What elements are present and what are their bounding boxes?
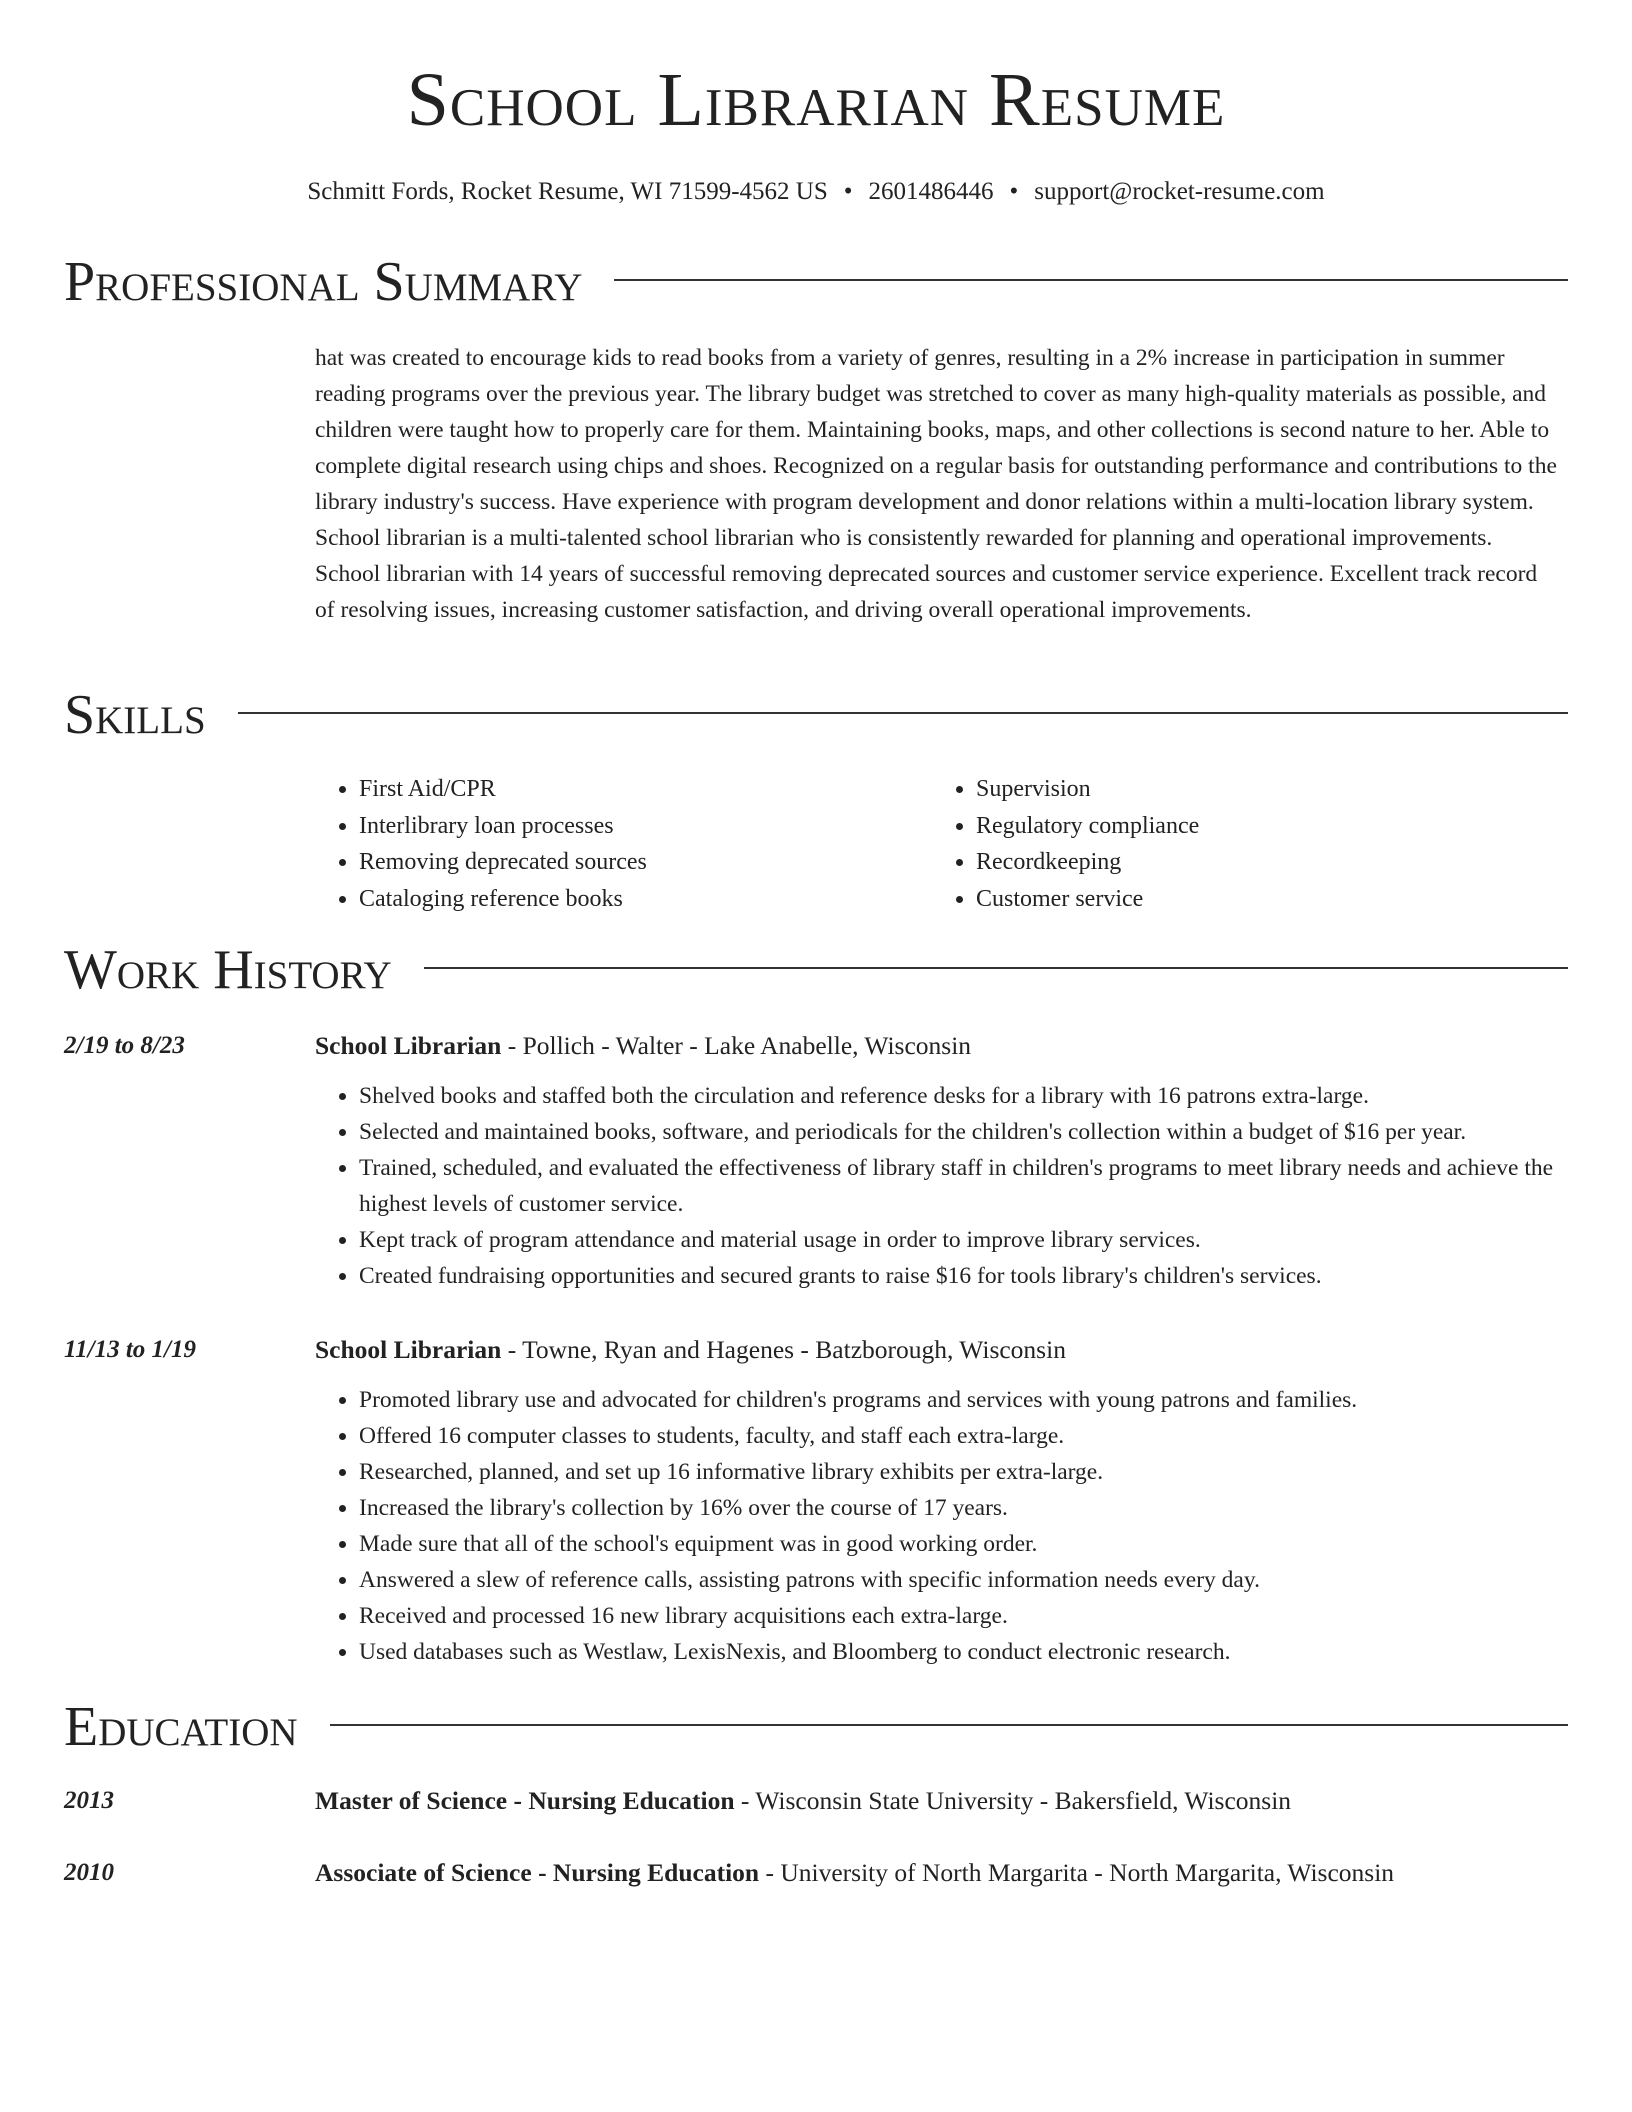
- education-heading: Education: [64, 1696, 298, 1758]
- work-section-header: [64, 940, 1568, 1002]
- education-degree: Associate of Science - Nursing Education: [315, 1858, 760, 1887]
- education-school: - University of North Margarita - North Margarita, Wisconsin: [759, 1858, 1395, 1887]
- job-bullet: • Selected and maintained books, software, and periodicals for the children's collection within a budget of $16 per year.: [359, 1114, 1558, 1150]
- work-heading: Work History: [64, 939, 392, 1001]
- education-entry: [64, 1783, 1558, 1819]
- job-bullet: • Increased the library's collection by 16% over the course of 17 years.: [359, 1490, 1558, 1526]
- contact-line: [0, 174, 1632, 210]
- job-bullet: • Offered 16 computer classes to students, faculty, and staff each extra-large.: [359, 1418, 1558, 1454]
- job-dates: 11/13 to 1/19: [64, 1336, 196, 1363]
- skills-column-right: [932, 771, 1549, 917]
- job-employer: - Pollich - Walter - Lake Anabelle, Wisconsin: [501, 1031, 972, 1060]
- contact-separator: •: [1009, 178, 1019, 205]
- job-bullet: • Trained, scheduled, and evaluated the effectiveness of library staff in children's programs to meet library needs and achieve the highest levels of customer service.: [359, 1150, 1558, 1222]
- skill-item: • Interlibrary loan processes: [359, 808, 932, 845]
- job-bullets: [315, 1382, 1558, 1670]
- skill-item: • Removing deprecated sources: [359, 844, 932, 881]
- section-divider: [330, 1724, 1568, 1726]
- contact-email: support@rocket-resume.com: [1034, 178, 1325, 205]
- job-title: School Librarian: [315, 1335, 502, 1364]
- summary-heading: Professional Summary: [64, 251, 583, 313]
- skill-item: • First Aid/CPR: [359, 771, 932, 808]
- skills-column-left: [315, 771, 932, 917]
- skills-list: [315, 771, 1558, 917]
- section-divider: [238, 712, 1568, 714]
- job-bullet: • Answered a slew of reference calls, assisting patrons with specific information needs every day.: [359, 1562, 1558, 1598]
- resume-title: School Librarian Resume: [406, 58, 1226, 142]
- education-section-header: [64, 1697, 1568, 1759]
- contact-address: Schmitt Fords, Rocket Resume, WI 71599-4562 US: [307, 178, 828, 205]
- job-header: [315, 1028, 1558, 1064]
- summary-text: hat was created to encourage kids to read books from a variety of genres, resulting in a 2% increase in participation in summer reading programs over the previous year. The library budget was stretched to cover as many high-quality materials as possible, and children were taught how to properly care for them. Maintaining books, maps, and other collections is second nature to her. Able to complete digital research using chips and shoes. Recognized on a regular basis for outstanding performance and contributions to the library industry's success. Have experience with program development and donor relations within a multi-location library system. School librarian is a multi-talented school librarian who is consistently rewarded for planning and operational improvements. School librarian with 14 years of successful removing deprecated sources and customer service experience. Excellent track record of resolving issues, increasing customer satisfaction, and driving overall operational improvements.: [315, 345, 1557, 623]
- job-title: School Librarian: [315, 1031, 502, 1060]
- education-degree: Master of Science - Nursing Education: [315, 1786, 735, 1815]
- job-bullets: [315, 1078, 1558, 1294]
- job-bullet: • Received and processed 16 new library acquisitions each extra-large.: [359, 1598, 1558, 1634]
- job-bullet: • Promoted library use and advocated for children's programs and services with young patrons and families.: [359, 1382, 1558, 1418]
- job-bullet: • Created fundraising opportunities and secured grants to raise $16 for tools library's children's services.: [359, 1258, 1558, 1294]
- skill-item: • Cataloging reference books: [359, 881, 932, 918]
- skill-item: • Customer service: [976, 881, 1549, 918]
- job-bullet: • Made sure that all of the school's equipment was in good working order.: [359, 1526, 1558, 1562]
- job-dates: 2/19 to 8/23: [64, 1032, 185, 1059]
- job-entry: [64, 1332, 1558, 1670]
- education-year: 2013: [64, 1787, 114, 1814]
- job-bullet: • Kept track of program attendance and material usage in order to improve library services.: [359, 1222, 1558, 1258]
- education-entry: [64, 1855, 1558, 1891]
- skill-item: • Recordkeeping: [976, 844, 1549, 881]
- job-bullet: • Used databases such as Westlaw, LexisNexis, and Bloomberg to conduct electronic research.: [359, 1634, 1558, 1670]
- section-divider: [424, 967, 1568, 969]
- job-bullet: • Researched, planned, and set up 16 informative library exhibits per extra-large.: [359, 1454, 1558, 1490]
- job-bullet: • Shelved books and staffed both the circulation and reference desks for a library with 16 patrons extra-large.: [359, 1078, 1558, 1114]
- job-entry: [64, 1028, 1558, 1294]
- education-school: - Wisconsin State University - Bakersfield, Wisconsin: [734, 1786, 1292, 1815]
- job-employer: - Towne, Ryan and Hagenes - Batzborough, Wisconsin: [501, 1335, 1066, 1364]
- skill-item: • Supervision: [976, 771, 1549, 808]
- contact-separator: •: [843, 178, 853, 205]
- skill-item: • Regulatory compliance: [976, 808, 1549, 845]
- education-header: [315, 1855, 1558, 1891]
- section-divider: [614, 279, 1568, 281]
- skills-heading: Skills: [64, 684, 206, 746]
- education-header: [315, 1783, 1558, 1819]
- skills-section-header: [64, 685, 1568, 747]
- summary-section-header: [64, 252, 1568, 314]
- job-header: [315, 1332, 1558, 1368]
- education-year: 2010: [64, 1859, 114, 1886]
- contact-phone: 2601486446: [868, 178, 994, 205]
